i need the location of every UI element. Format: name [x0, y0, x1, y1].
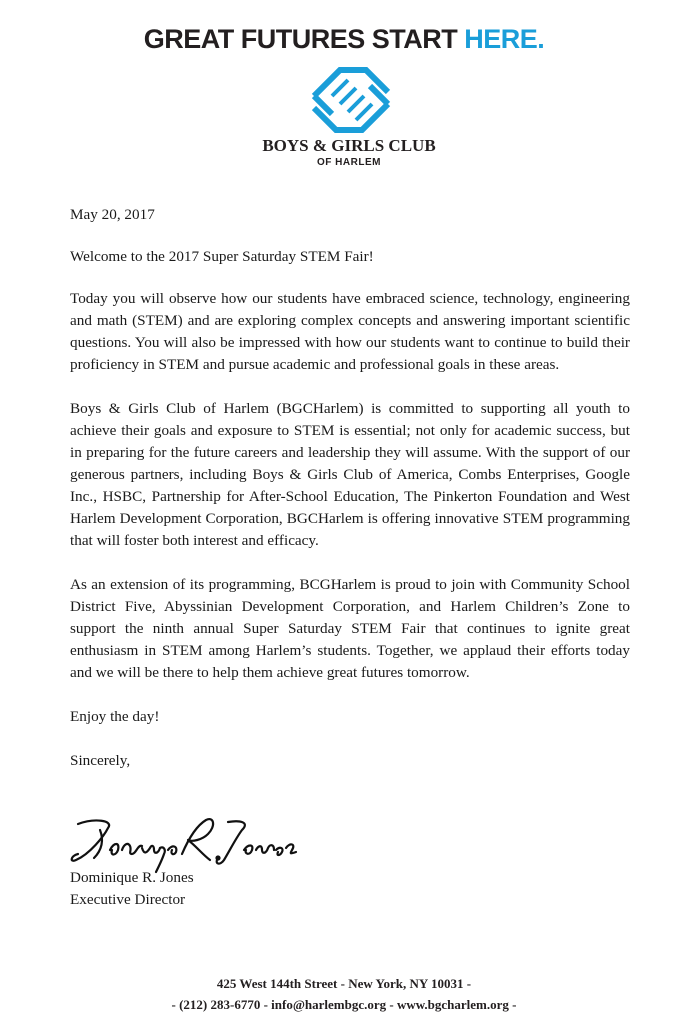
- footer-contact: - (212) 283-6770 - info@harlembgc.org - www.bgcharlem.org -: [171, 997, 517, 1012]
- letter-paragraph-2: Boys & Girls Club of Harlem (BGCHarlem) is committed to supporting all youth to achieve their goals and exposure to STEM is essential; not only for academic success, but in preparing for the future careers and leadership they will assume. With the support of our generous partners, including Boys & Girls Club of America, Combs Enterprises, Google Inc., HSBC, Partnership for After-School Education, The Pinkerton Foundation and West Harlem Development Corporation, BGCHarlem is offering innovative STEM programming that will foster both interest and efficacy.: [70, 400, 630, 549]
- footer-address: 425 West 144th Street - New York, NY 10031 -: [216, 976, 472, 991]
- tagline-main: GREAT FUTURES START: [143, 24, 465, 54]
- org-subname: OF HARLEM: [317, 157, 381, 168]
- signer-block: [70, 867, 194, 911]
- header-tagline: [0, 22, 688, 56]
- letter-paragraph-3: As an extension of its programming, BCGHarlem is proud to join with Community School District Five, Abyssinian Development Corporation, and Harlem Children’s Zone to support the ninth annual Super Saturday STEM Fair that continues to ignite great enthusiasm in STEM among Harlem’s students. Together, we applaud their efforts today and we will be there to help them achieve great futures tomorrow.: [70, 576, 630, 681]
- letter-valediction: Sincerely,: [70, 752, 131, 769]
- letter-date: May 20, 2017: [70, 206, 155, 223]
- org-name: BOYS & GIRLS CLUB: [262, 136, 436, 155]
- letter-body: [70, 204, 630, 794]
- letter-greeting: Welcome to the 2017 Super Saturday STEM Fair!: [70, 248, 374, 265]
- letter-closing-line: Enjoy the day!: [70, 708, 160, 725]
- letter-paragraph-1: Today you will observe how our students have embraced science, technology, engineering and math (STEM) and are exploring complex concepts and answering important scientific questions. You will also be impressed with how our students want to continue to build their proficiency in STEM and pursue academic and professional goals in these areas.: [70, 290, 630, 373]
- tagline-accent: HERE.: [464, 24, 545, 54]
- signer-name: Dominique R. Jones: [70, 869, 194, 886]
- footer: [0, 973, 688, 1015]
- signer-title: Executive Director: [70, 891, 186, 908]
- boys-girls-club-logo-icon: [310, 66, 392, 134]
